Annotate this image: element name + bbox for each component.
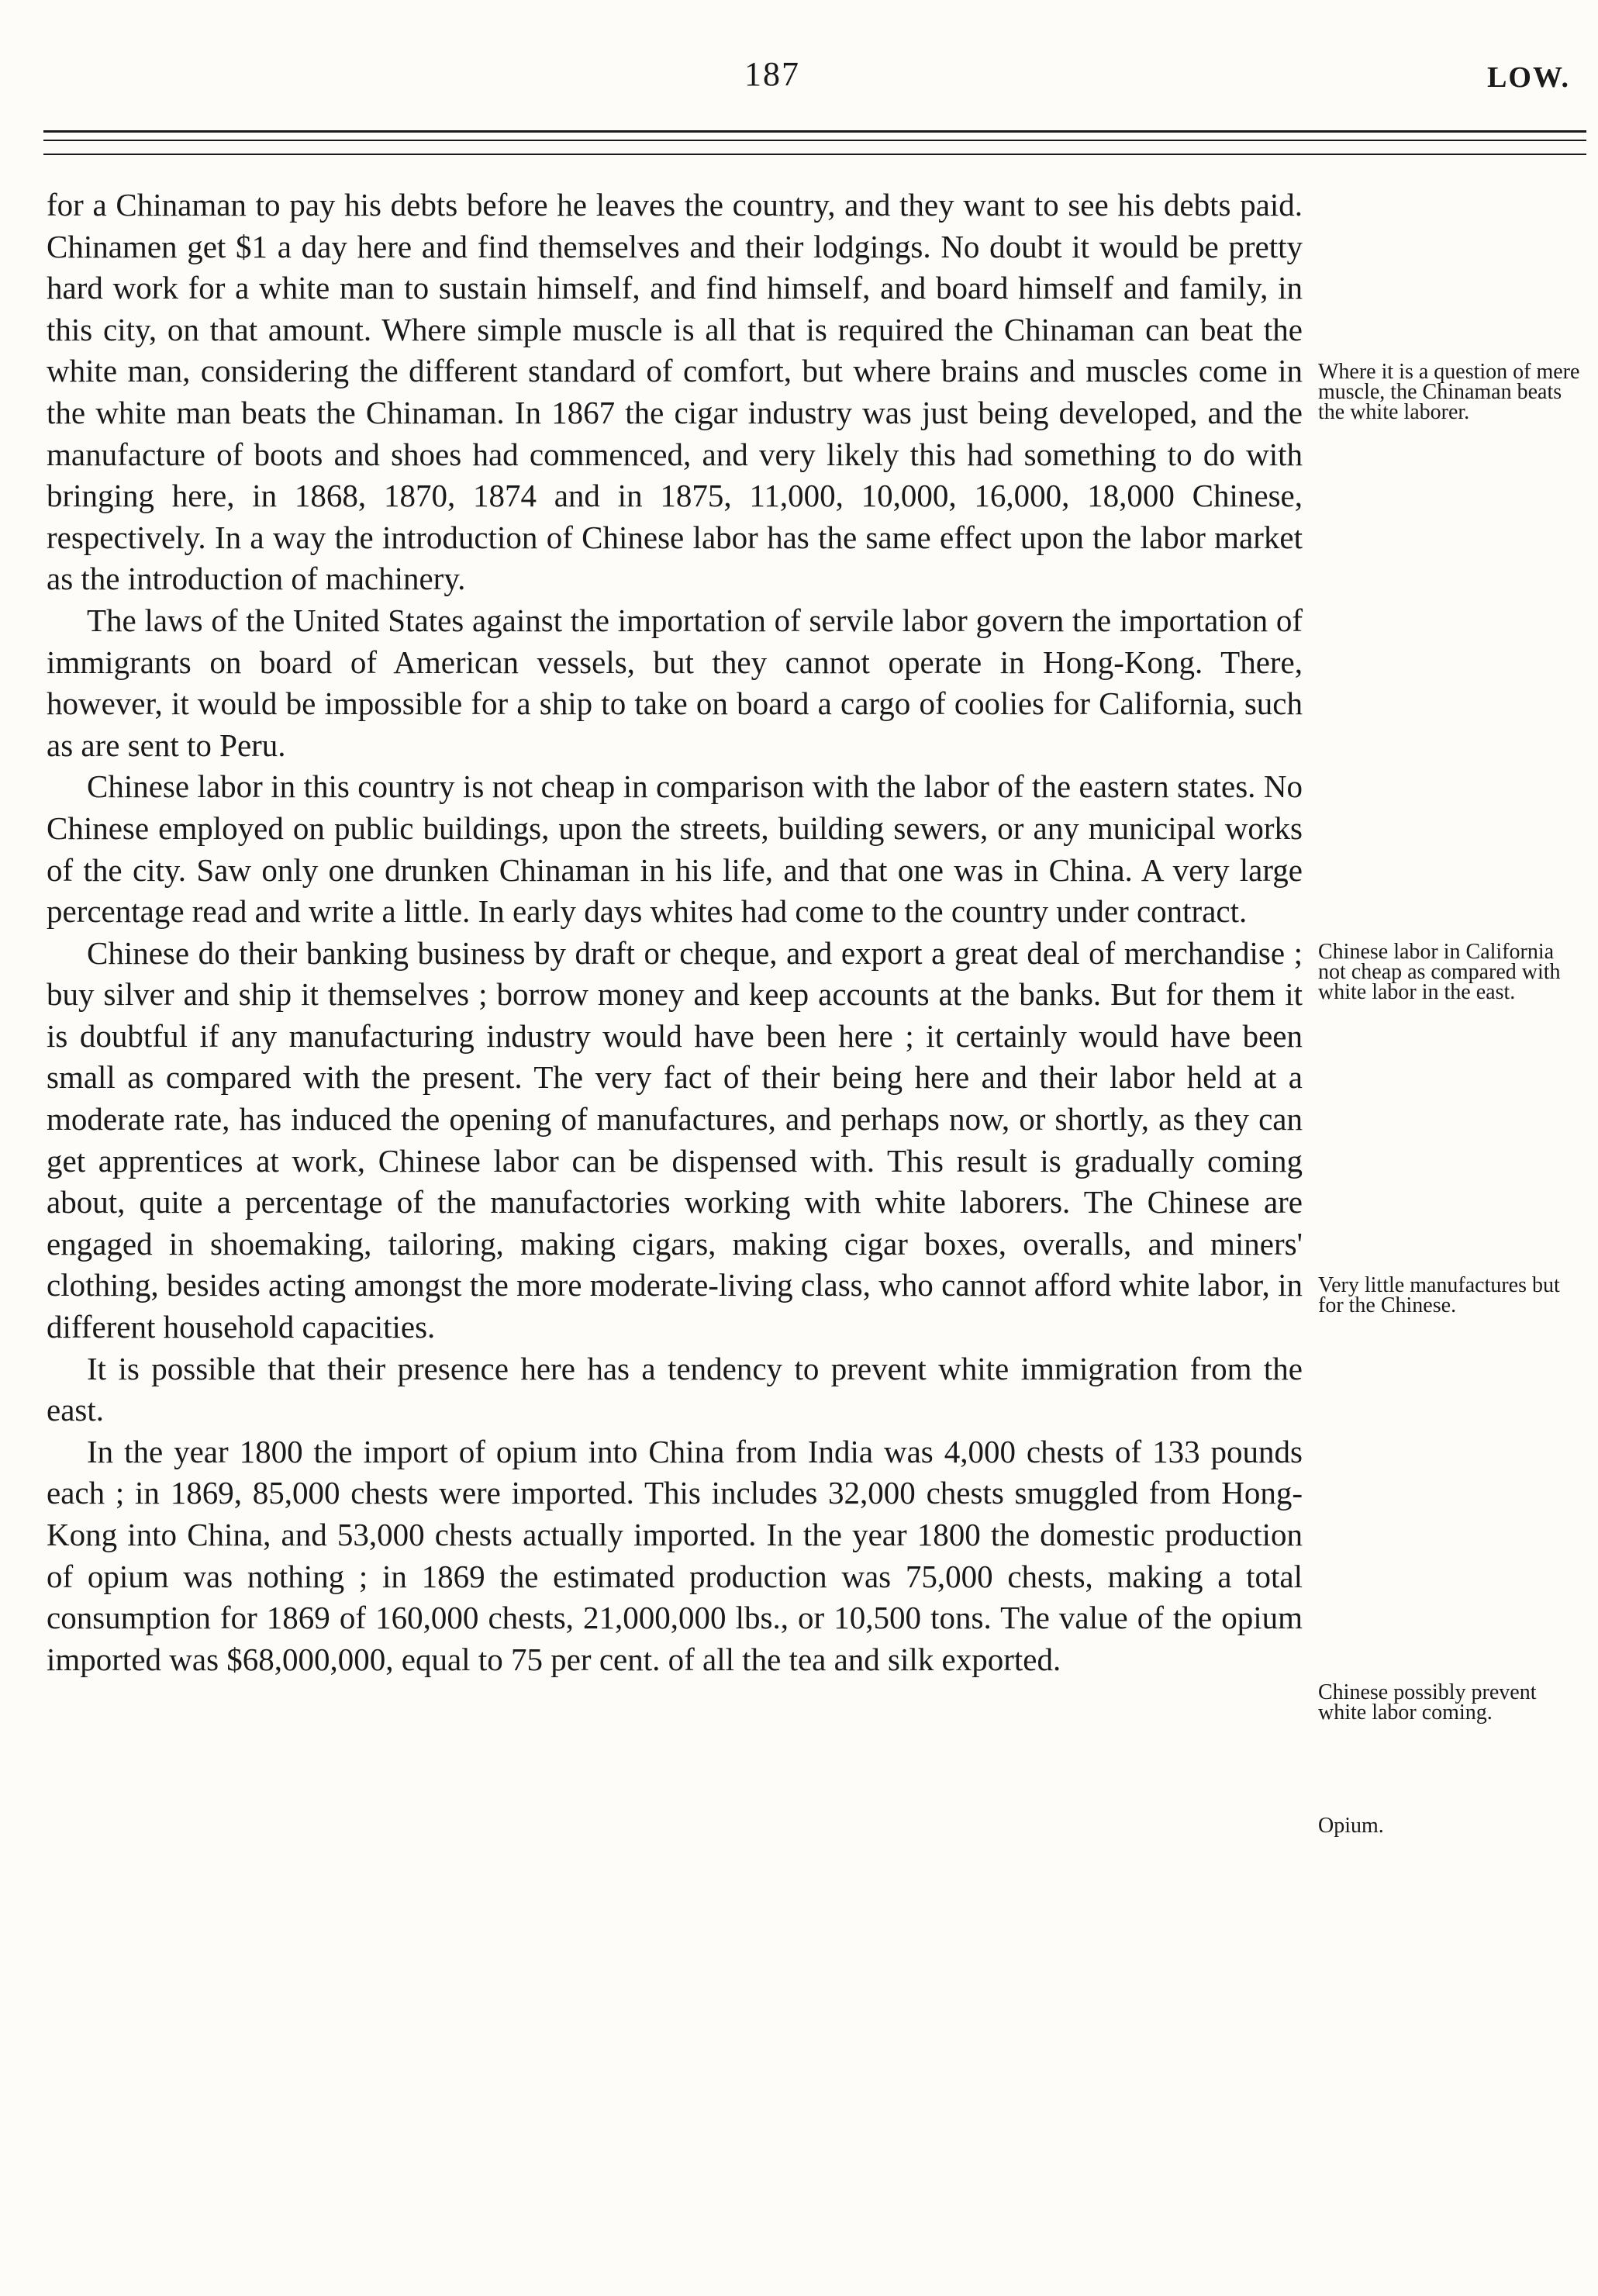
margin-note: Chinese labor in California not cheap as compared with white labor in the east. xyxy=(1318,940,1561,1004)
header-rule xyxy=(43,130,1586,133)
header-rule xyxy=(43,154,1586,155)
paragraph: It is possible that their presence here has a tendency to prevent white immigration from the east. xyxy=(47,1350,1303,1428)
main-text xyxy=(47,185,1303,1680)
margin-note: Where it is a question of mere muscle, the Chinaman beats the white laborer. xyxy=(1318,360,1580,424)
running-head: LOW. xyxy=(1487,61,1570,94)
margin-note: Very little manufactures but for the Chinese. xyxy=(1318,1273,1560,1317)
paragraph: Chinese labor in this country is not cheap in comparison with the labor of the eastern states. No Chinese employed on public buildings, upon the streets, building sewers, or any municipal works of the city. Saw only one drunken Chinaman in his life, and that one was in China. A very large percentage read and write a little. In early days whites had come to the country under contract. xyxy=(47,768,1303,930)
margin-note: Chinese possibly prevent white labor coming. xyxy=(1318,1680,1537,1725)
header-rule xyxy=(43,140,1586,141)
margin-note: Opium. xyxy=(1318,1814,1384,1838)
paragraph: In the year 1800 the import of opium into China from India was 4,000 chests of 133 pounds each ; in 1869, 85,000 chests were imported. This includes 32,000 chests smuggled from Hong-Kong into China, and 53,000 chests actually imported. In the year 1800 the domestic production of opium was nothing ; in 1869 the estimated production was 75,000 chests, making a total consumption for 1869 of 160,000 chests, 21,000,000 lbs., or 10,500 tons. The value of the opium imported was $68,000,000, equal to 75 per cent. of all the tea and silk exported. xyxy=(47,1433,1303,1677)
page-number: 187 xyxy=(744,55,800,93)
paragraph: Chinese do their banking business by draft or cheque, and export a great deal of merchandise ; buy silver and ship it themselves ; borrow money and keep accounts at the banks. But for them it is doubtful if any manufacturing industry would have been here ; it certainly would have been small as compared with the present. The very fact of their being here and their labor held at a moderate rate, has induced the opening of manufactures, and perhaps now, or shortly, as they can get apprentices at work, Chinese labor can be dispensed with. This result is gradually coming about, quite a percentage of the manufactories working with white laborers. The Chinese are engaged in shoemaking, tailoring, making cigars, making cigar boxes, overalls, and miners' clothing, besides acting amongst the more moderate-living class, who cannot afford white labor, in different household capacities. xyxy=(47,934,1303,1345)
paragraph: The laws of the United States against the importation of servile labor govern the importation of immigrants on board of American vessels, but they cannot operate in Hong-Kong. There, however, it would be impossible for a ship to take on board a cargo of coolies for California, such as are sent to Peru. xyxy=(47,602,1303,763)
paragraph: for a Chinaman to pay his debts before he leaves the country, and they want to see his debts paid. Chinamen get $1 a day here and find themselves and their lodgings. No doubt it would be pretty hard work for a white man to sustain himself, and find himself, and board himself and family, in this city, on that amount. Where simple muscle is all that is required the Chinaman can beat the white man, considering the different standard of comfort, but where brains and muscles come in the white man beats the Chinaman. In 1867 the cigar industry was just being developed, and the manufacture of boots and shoes had commenced, and very likely this had something to do with bringing here, in 1868, 1870, 1874 and in 1875, 11,000, 10,000, 16,000, 18,000 Chinese, respectively. In a way the introduction of Chinese labor has the same effect upon the labor market as the introduction of machinery. xyxy=(47,187,1303,597)
